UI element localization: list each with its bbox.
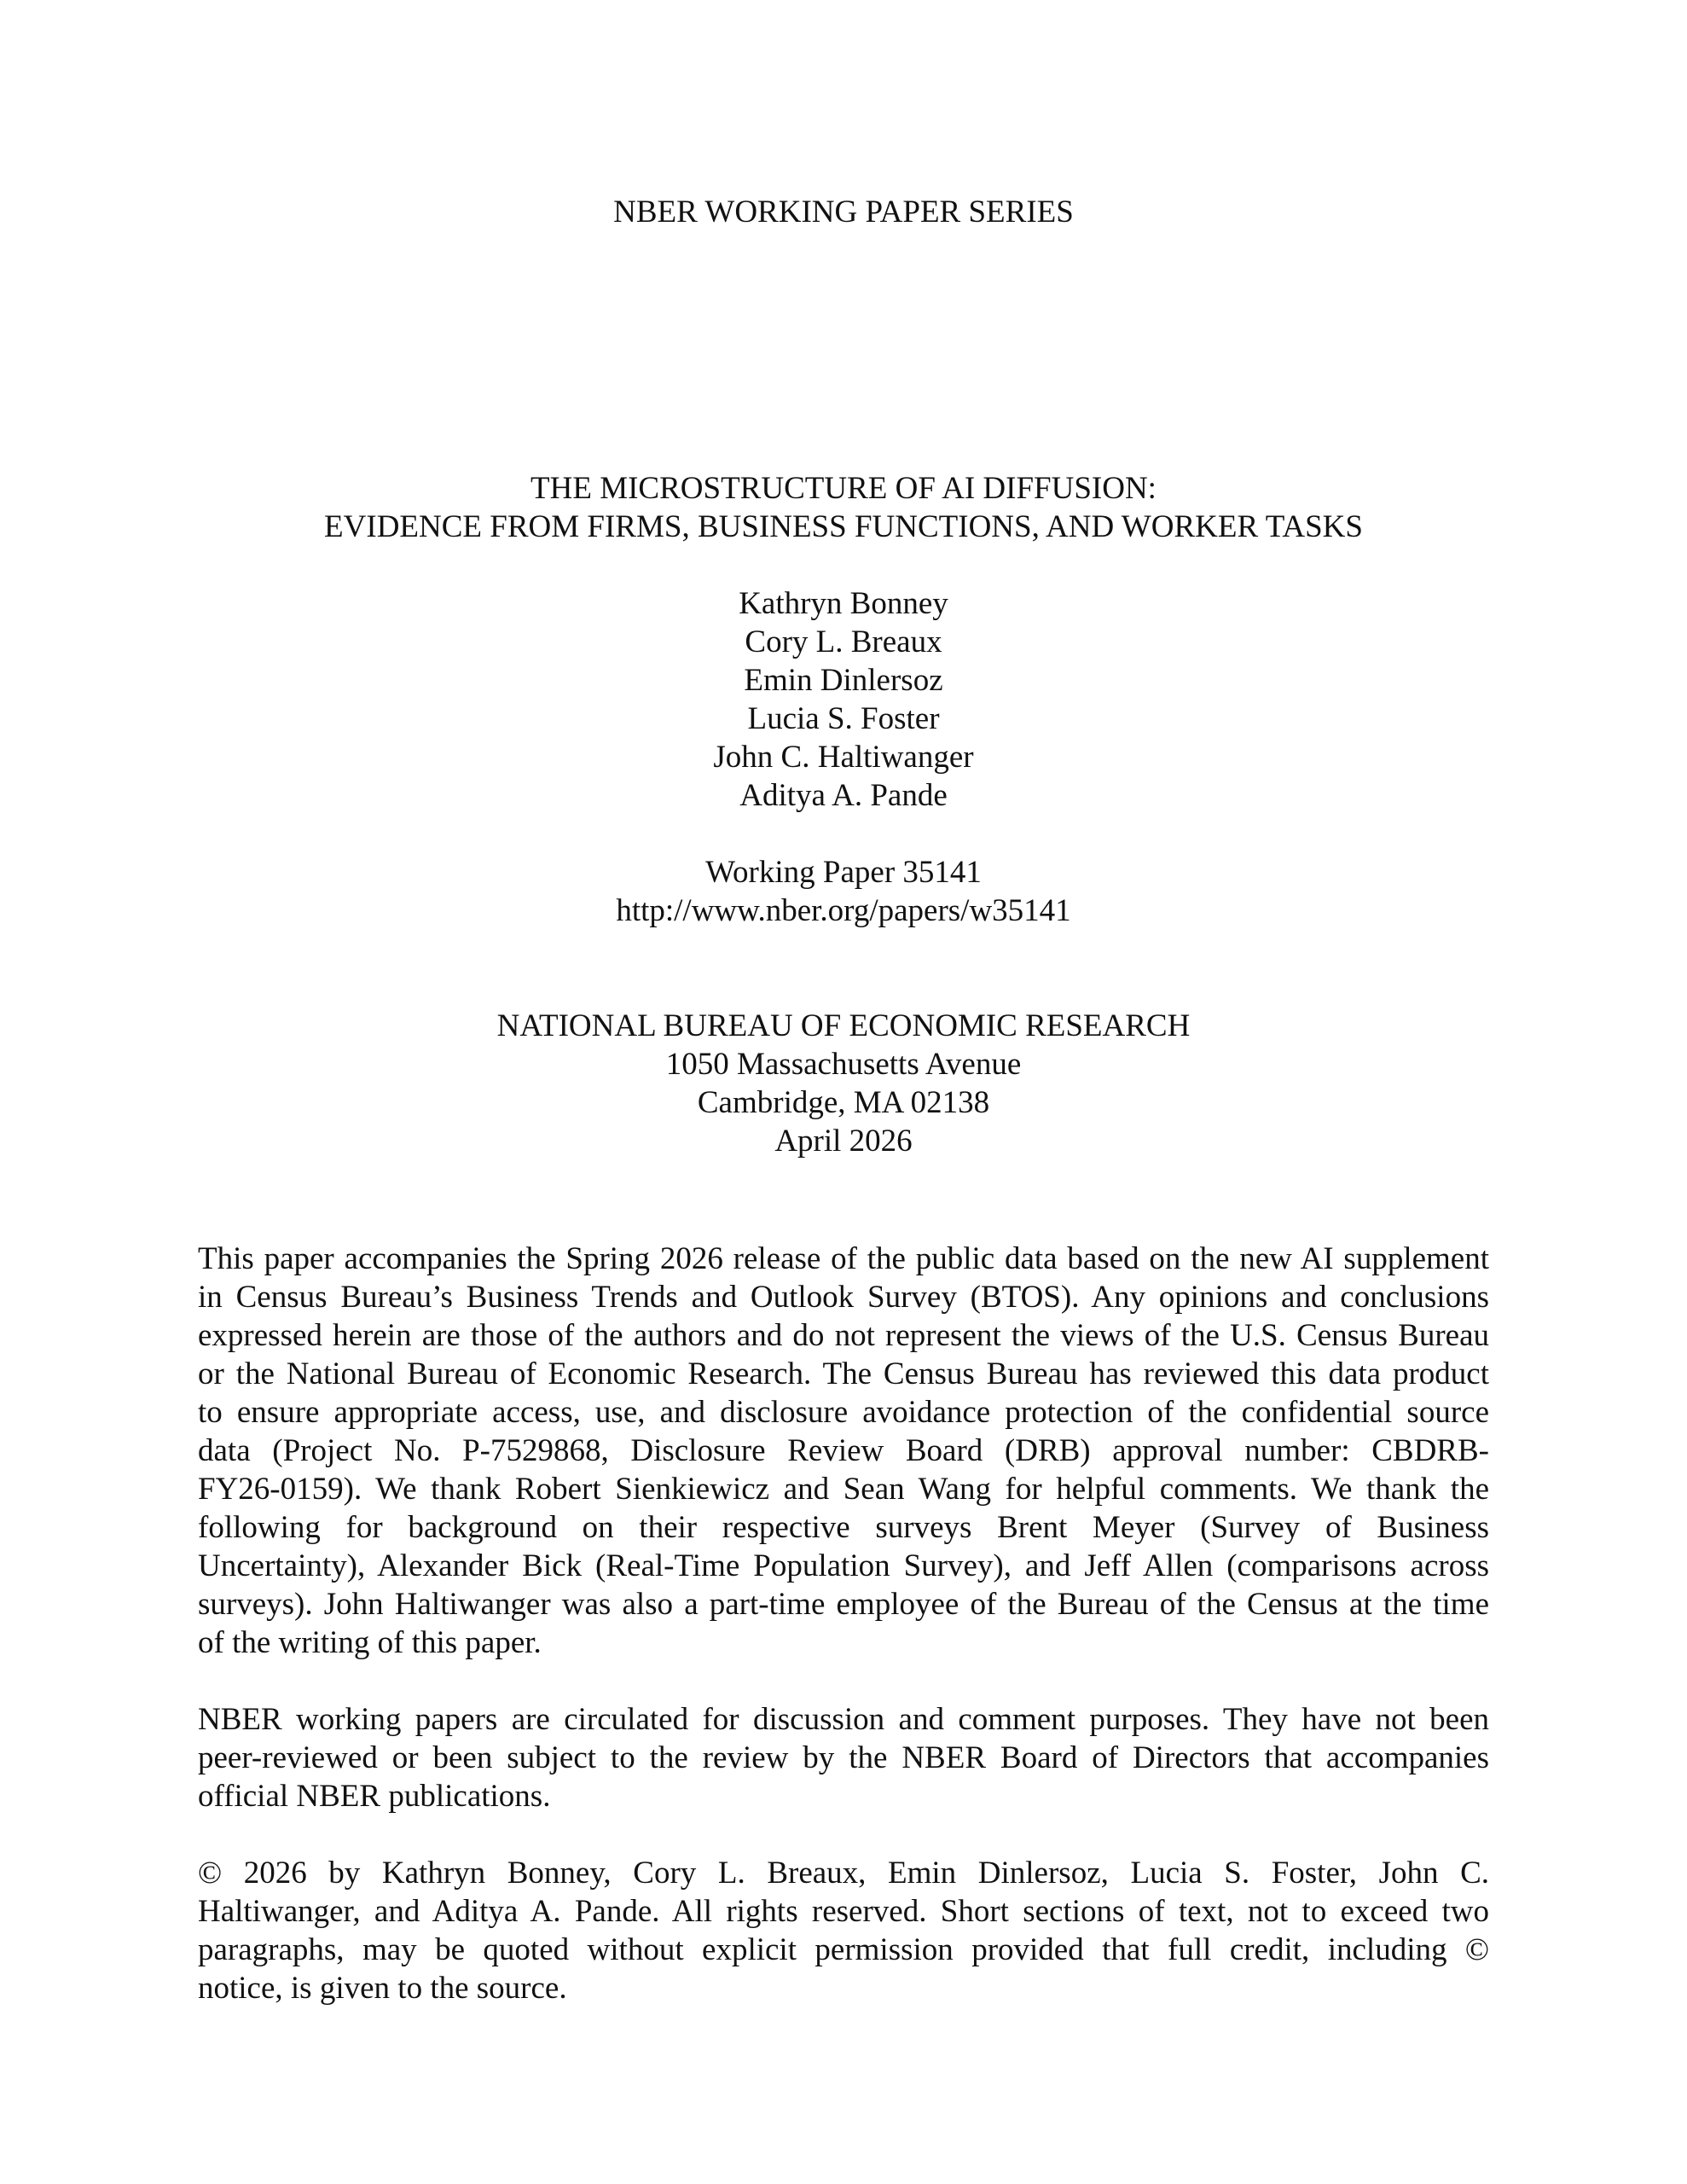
working-paper-number: Working Paper 35141 [705, 855, 982, 890]
paragraph-line: notice, is given to the source. [198, 1971, 567, 2006]
paragraph-line: FY26-0159). We thank Robert Sienkiewicz and Sean Wang for helpful comments. We thank the [198, 1472, 1489, 1507]
paragraph-line: to ensure appropriate access, use, and disclosure avoidance protection of the confidential source [198, 1395, 1489, 1430]
copyright-paragraph [198, 1854, 1489, 2007]
working-paper-url: http://www.nber.org/papers/w35141 [616, 893, 1071, 928]
title-line-2: EVIDENCE FROM FIRMS, BUSINESS FUNCTIONS, AND WORKER TASKS [324, 509, 1363, 544]
paragraph-line: in Census Bureau’s Business Trends and Outlook Survey (BTOS). Any opinions and conclusions [198, 1280, 1489, 1315]
series-label: NBER WORKING PAPER SERIES [613, 195, 1074, 229]
author-name: Cory L. Breaux [745, 624, 942, 659]
publication-date: April 2026 [774, 1124, 913, 1159]
author-name: John C. Haltiwanger [713, 740, 974, 775]
organization-block [0, 1007, 1687, 1160]
paragraph-line: or the National Bureau of Economic Research. The Census Bureau has reviewed this data product [198, 1356, 1489, 1391]
author-name: Aditya A. Pande [739, 778, 948, 813]
paragraph-line: data (Project No. P-7529868, Disclosure Review Board (DRB) approval number: CBDRB- [198, 1433, 1489, 1468]
paragraph-line: official NBER publications. [198, 1779, 551, 1814]
author-name: Kathryn Bonney [739, 586, 948, 621]
paragraph-line: of the writing of this paper. [198, 1625, 542, 1660]
paragraph-line: Haltiwanger, and Aditya A. Pande. All rights reserved. Short sections of text, not to exceed two [198, 1894, 1489, 1929]
paragraph-line: peer-reviewed or been subject to the review by the NBER Board of Directors that accompanies [198, 1740, 1489, 1775]
paragraph-line: expressed herein are those of the authors and do not represent the views of the U.S. Census Bureau [198, 1318, 1489, 1353]
paragraph-line: Uncertainty), Alexander Bick (Real-Time Population Survey), and Jeff Allen (comparisons across [198, 1548, 1489, 1583]
disclaimer-paragraph [198, 1240, 1489, 1662]
working-paper-info [0, 853, 1687, 930]
organization-city: Cambridge, MA 02138 [697, 1085, 990, 1120]
organization-name: NATIONAL BUREAU OF ECONOMIC RESEARCH [496, 1008, 1191, 1043]
paragraph-line: NBER working papers are circulated for discussion and comment purposes. They have not been [198, 1702, 1489, 1737]
paragraph-line: © 2026 by Kathryn Bonney, Cory L. Breaux, Emin Dinlersoz, Lucia S. Foster, John C. [198, 1856, 1489, 1891]
paper-title [0, 469, 1687, 546]
paragraph-line: surveys). John Haltiwanger was also a part-time employee of the Bureau of the Census at the time [198, 1587, 1489, 1622]
series-heading [0, 193, 1687, 231]
circulation-paragraph [198, 1700, 1489, 1815]
author-name: Emin Dinlersoz [744, 663, 943, 698]
paragraph-line: This paper accompanies the Spring 2026 release of the public data based on the new AI supplement [198, 1241, 1489, 1276]
author-list [0, 584, 1687, 815]
title-line-1: THE MICROSTRUCTURE OF AI DIFFUSION: [530, 471, 1157, 506]
author-name: Lucia S. Foster [747, 701, 940, 736]
paragraph-line: paragraphs, may be quoted without explicit permission provided that full credit, including © [198, 1932, 1489, 1967]
paragraph-line: following for background on their respective surveys Brent Meyer (Survey of Business [198, 1510, 1489, 1545]
organization-street: 1050 Massachusetts Avenue [665, 1047, 1022, 1082]
